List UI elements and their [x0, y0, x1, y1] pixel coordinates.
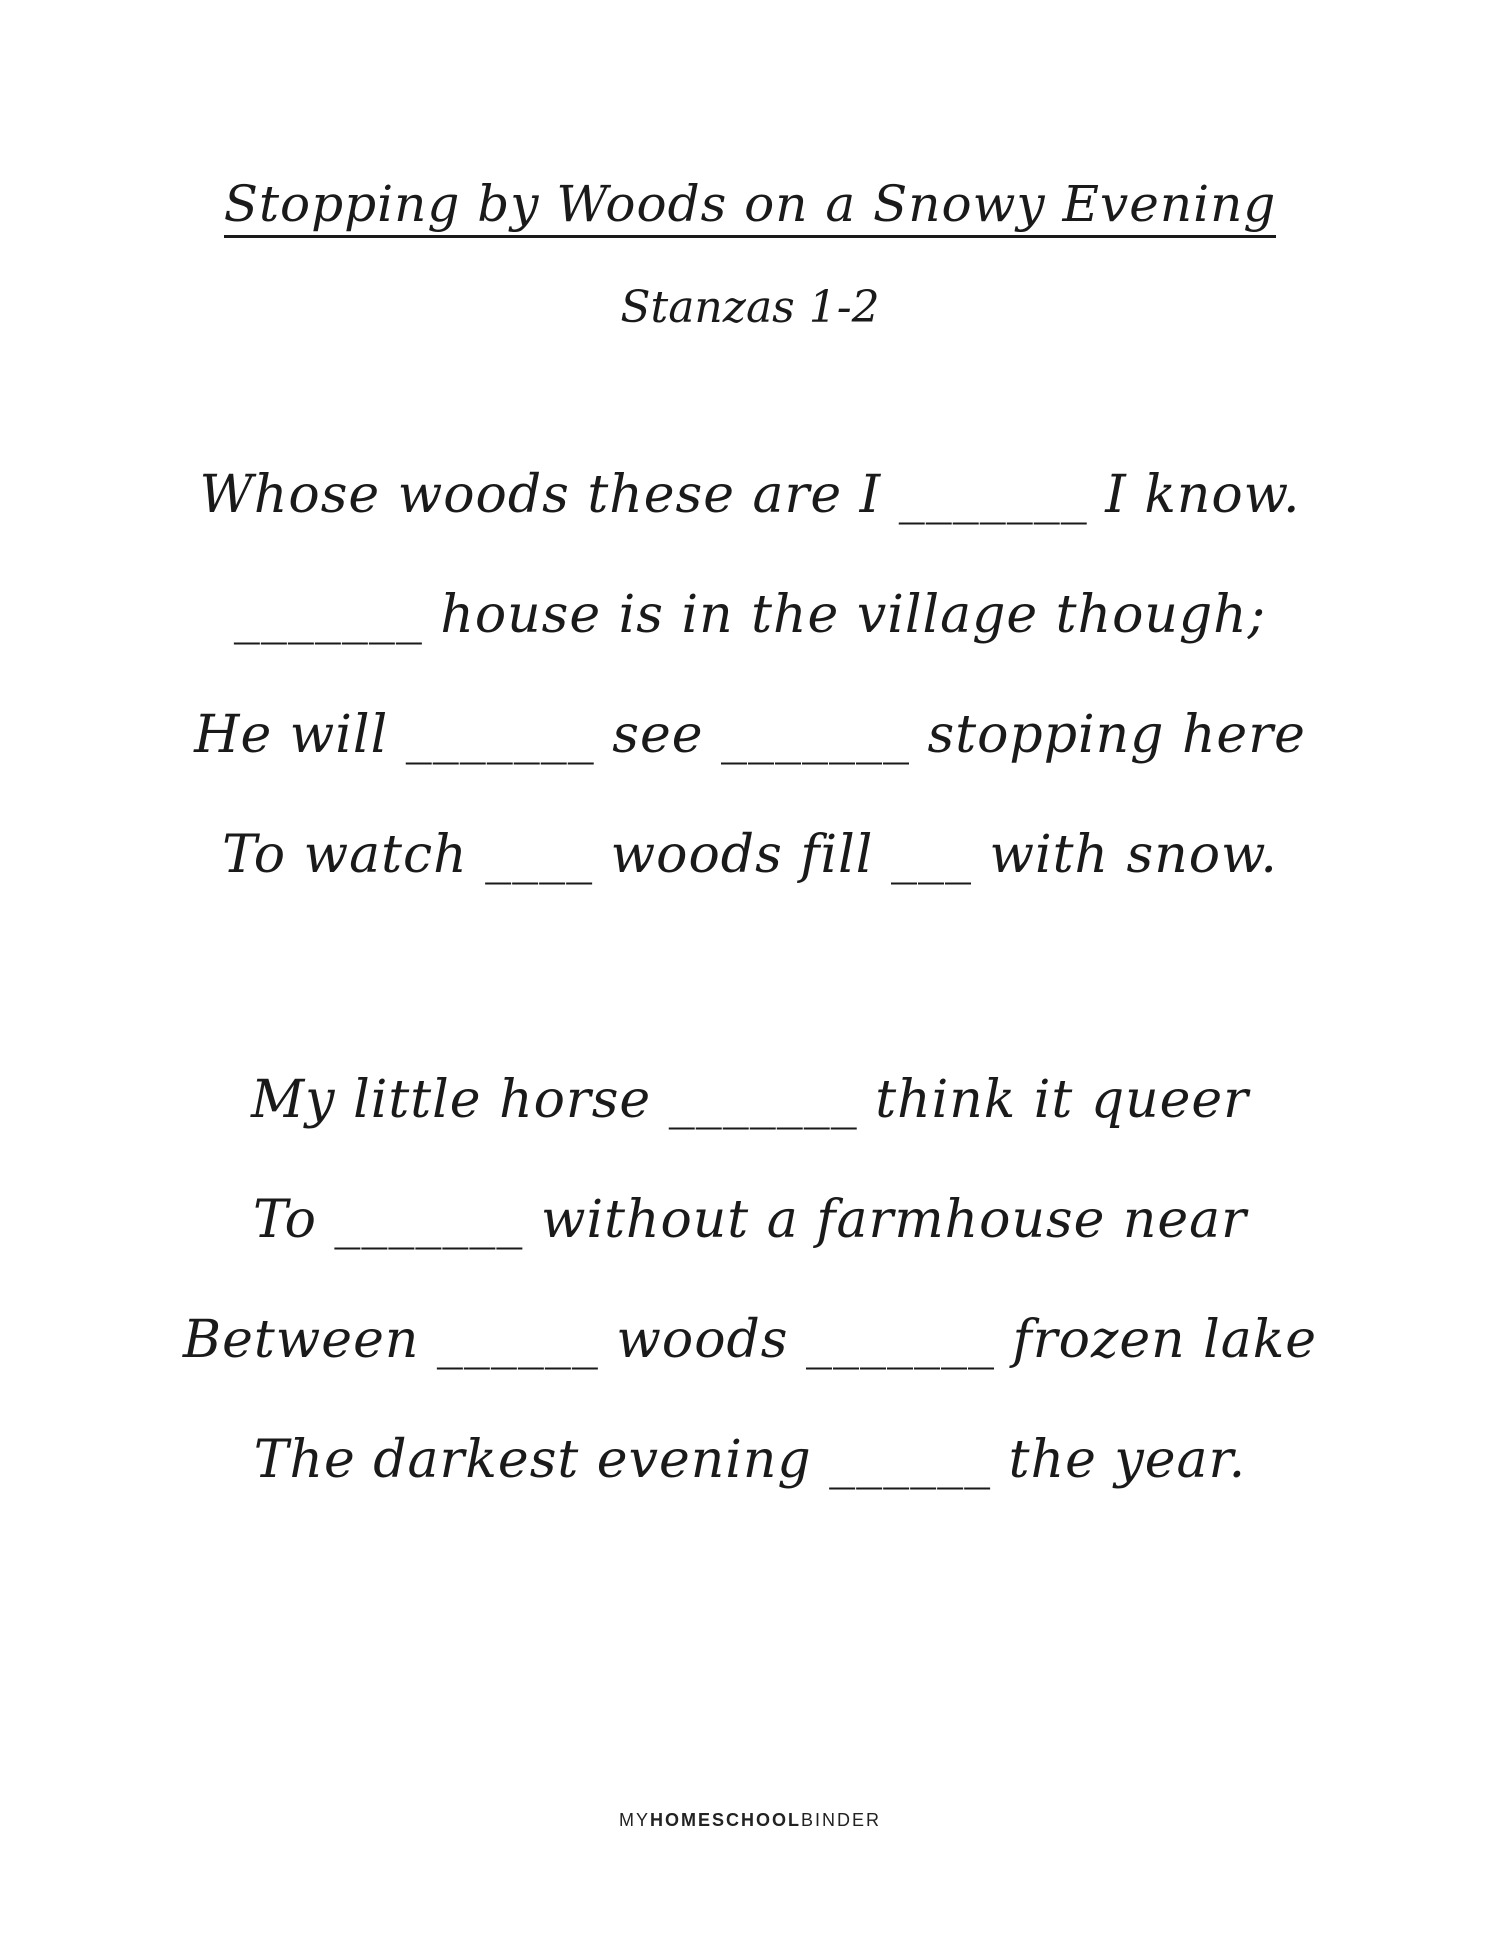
footer-brand-bold: HOMESCHOOL	[649, 1810, 801, 1830]
footer-brand-suffix: BINDER	[801, 1810, 882, 1830]
footer-brand	[0, 1810, 1500, 1831]
poem-line: Whose woods these are I _______ I know.	[199, 465, 1301, 525]
poem-line: To watch ____ woods fill ___ with snow.	[222, 825, 1278, 885]
stanza-1	[0, 455, 1500, 935]
poem-line: The darkest evening ______ the year.	[253, 1430, 1247, 1490]
poem-line: _______ house is in the village though;	[233, 585, 1267, 645]
title-text: Stopping by Woods on a Snowy Evening	[224, 175, 1277, 238]
stanza-2	[0, 1060, 1500, 1540]
poem-line: To _______ without a farmhouse near	[252, 1190, 1248, 1250]
footer-brand-prefix: MY	[618, 1810, 650, 1830]
page-subtitle: Stanzas 1-2	[620, 282, 880, 333]
poem-line: Between ______ woods _______ frozen lake	[182, 1310, 1318, 1370]
poem-line: He will _______ see _______ stopping here	[194, 705, 1306, 765]
poem-line: My little horse _______ think it queer	[250, 1070, 1250, 1130]
page-title	[0, 175, 1500, 238]
